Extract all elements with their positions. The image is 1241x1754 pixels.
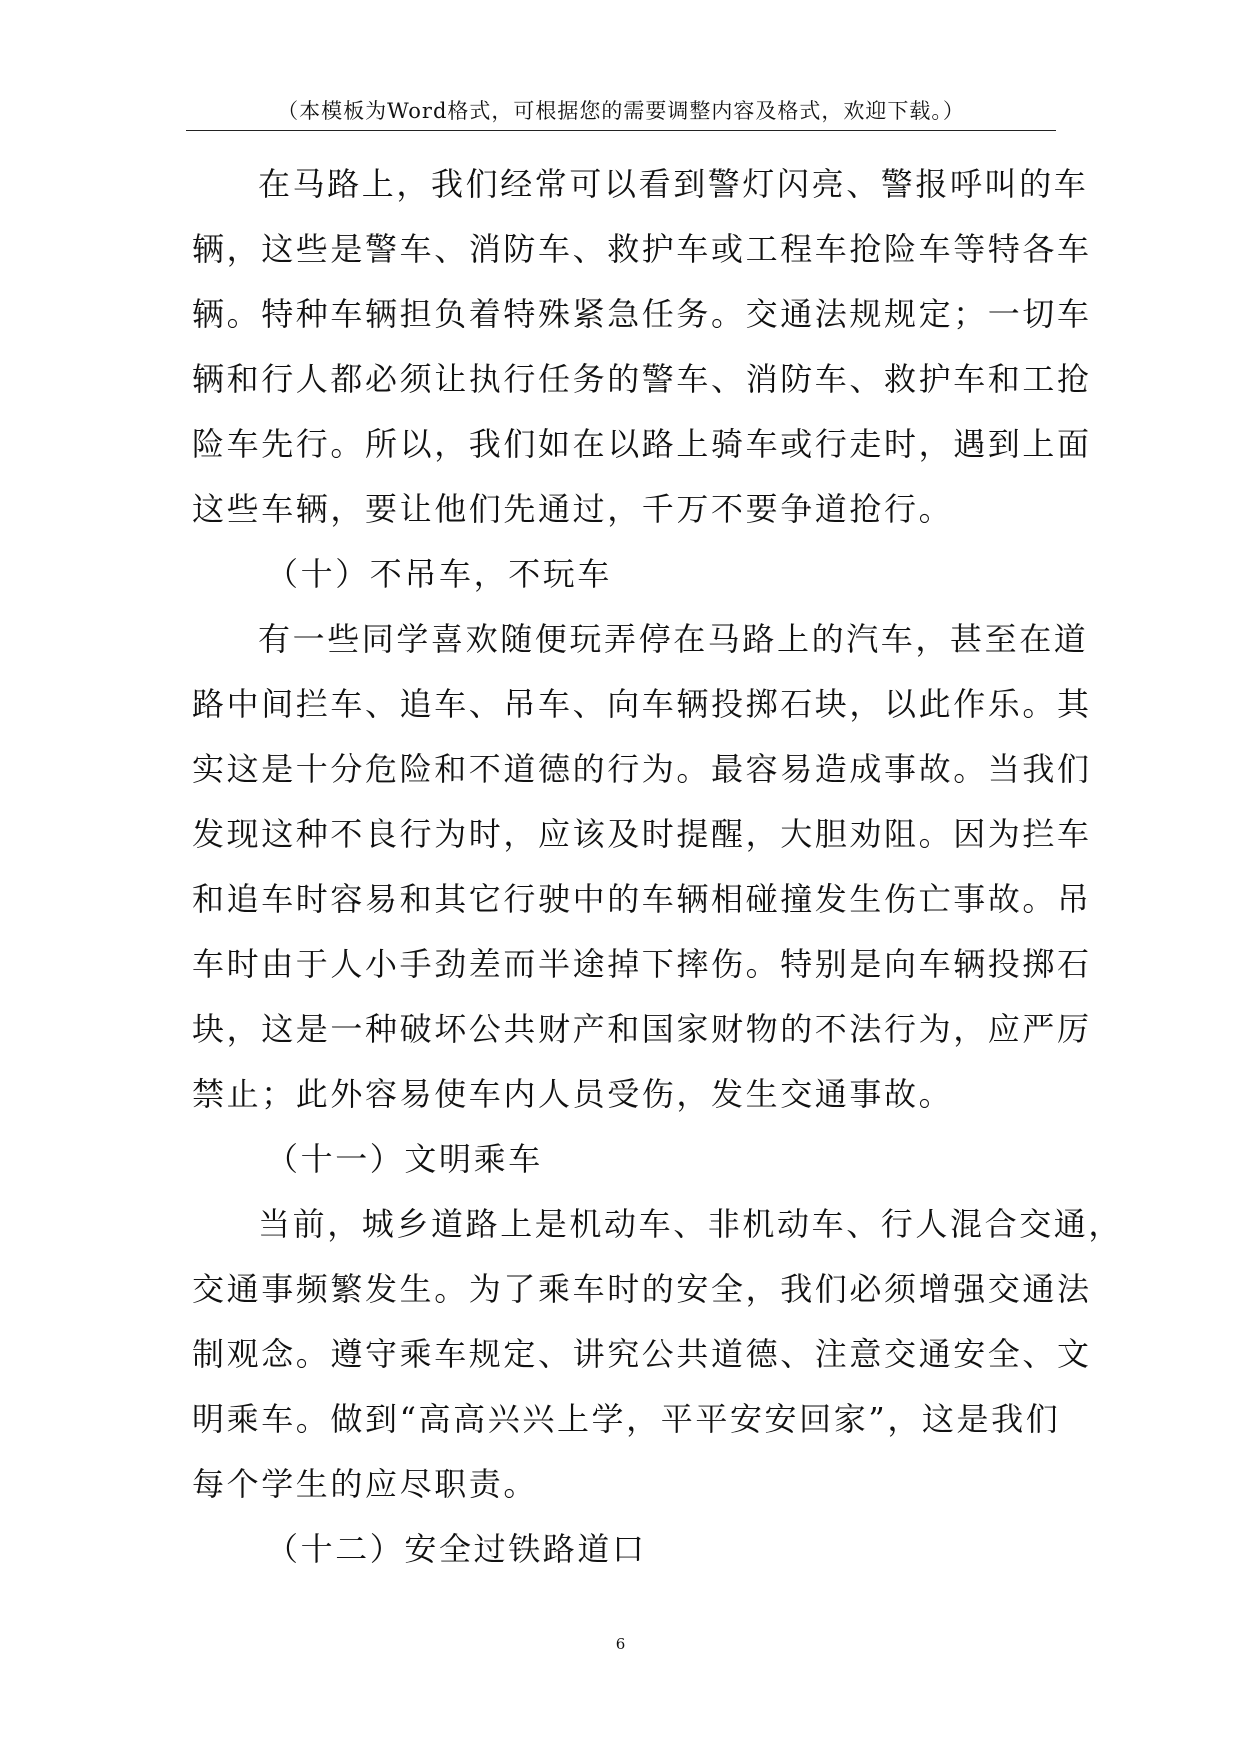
paragraph-line: 车时由于人小手劲差而半途掉下摔伤。特别是向车辆投掷石 (192, 945, 1092, 983)
paragraph-line: 和追车时容易和其它行驶中的车辆相碰撞发生伤亡事故。吊 (192, 880, 1092, 918)
paragraph-line: 每个学生的应尽职责。 (192, 1465, 539, 1503)
paragraph-line: 禁止；此外容易使车内人员受伤，发生交通事故。 (192, 1075, 954, 1113)
paragraph-line: 交通事频繁发生。为了乘车时的安全，我们必须增强交通法 (192, 1270, 1092, 1308)
page-number: 6 (615, 1635, 626, 1653)
paragraph-line: 明乘车。做到“高高兴兴上学，平平安安回家”，这是我们 (192, 1400, 1061, 1438)
paragraph-line: 块，这是一种破坏公共财产和国家财物的不法行为，应严厉 (192, 1010, 1092, 1048)
paragraph-line: 制观念。遵守乘车规定、讲究公共道德、注意交通安全、文 (192, 1335, 1092, 1373)
header-rule (186, 130, 1056, 131)
section-heading: （十二）安全过铁路道口 (266, 1530, 647, 1568)
paragraph-line: 险车先行。所以，我们如在以路上骑车或行走时，遇到上面 (192, 425, 1092, 463)
page-header: （本模板为Word格式，可根据您的需要调整内容及格式，欢迎下载。） (277, 99, 965, 123)
paragraph-line: 辆。特种车辆担负着特殊紧急任务。交通法规规定；一切车 (192, 295, 1092, 333)
paragraph-line: 有一些同学喜欢随便玩弄停在马路上的汽车，甚至在道 (258, 620, 1089, 658)
section-heading: （十一）文明乘车 (266, 1140, 543, 1178)
paragraph-line: 在马路上，我们经常可以看到警灯闪亮、警报呼叫的车 (258, 165, 1089, 203)
paragraph-line: 辆和行人都必须让执行任务的警车、消防车、救护车和工抢 (192, 360, 1092, 398)
document-body (192, 152, 1124, 1582)
paragraph-line: 这些车辆，要让他们先通过，千万不要争道抢行。 (192, 490, 954, 528)
paragraph-line: 当前，城乡道路上是机动车、非机动车、行人混合交通， (258, 1205, 1124, 1243)
paragraph-line: 实这是十分危险和不道德的行为。最容易造成事故。当我们 (192, 750, 1092, 788)
paragraph-line: 辆，这些是警车、消防车、救护车或工程车抢险车等特各车 (192, 230, 1092, 268)
section-heading: （十）不吊车，不玩车 (266, 555, 613, 593)
paragraph-line: 路中间拦车、追车、吊车、向车辆投掷石块，以此作乐。其 (192, 685, 1092, 723)
paragraph-line: 发现这种不良行为时，应该及时提醒，大胆劝阻。因为拦车 (192, 815, 1092, 853)
